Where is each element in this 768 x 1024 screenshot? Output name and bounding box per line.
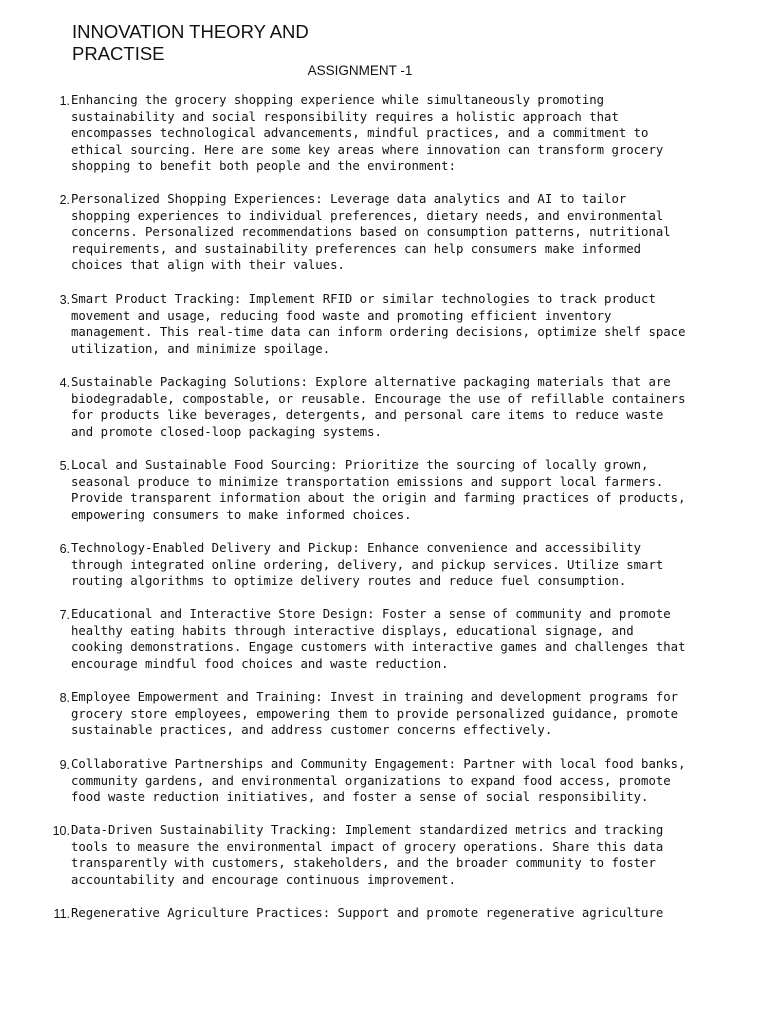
list-item-text: Smart Product Tracking: Implement RFID or similar technologies to track product movement and usage, reducing food waste and promoting efficient inventory management. This real-time data can inform ordering decisions, optimize shelf space utilization, and minimize spoilage. xyxy=(71,292,686,356)
list-item-text: Employee Empowerment and Training: Invest in training and development programs for grocery store employees, empowering them to provide personalized guidance, promote sustainable practices, and address customer concerns effectively. xyxy=(71,690,679,738)
list-item-text: Personalized Shopping Experiences: Leverage data analytics and AI to tailor shopping experiences to individual preferences, dietary needs, and environmental concerns. Personalized recommendations based on consumption patterns, nutritional requirements, and sustainability preferences can help consumers make informed choices that align with their values. xyxy=(71,192,671,273)
list-item-number: 3. xyxy=(59,293,70,307)
list-item-number: 8. xyxy=(59,691,70,705)
list-item-number: 10. xyxy=(52,824,70,838)
list-item-number: 2. xyxy=(59,193,70,207)
list-item-text: Collaborative Partnerships and Community Engagement: Partner with local food banks, community gardens, and environmental organizations to expand food access, promote food waste reduction initiatives, and foster a sense of social responsibility. xyxy=(71,757,686,805)
assignment-label: ASSIGNMENT -1 xyxy=(307,63,413,78)
list-item-text: Sustainable Packaging Solutions: Explore alternative packaging materials that are biodegradable, compostable, or reusable. Encourage the use of refillable containers for products like beverages, detergents, and personal care items to reduce waste and promote closed-loop packaging systems. xyxy=(71,375,686,439)
list-item-number: 11. xyxy=(53,907,70,921)
list-item-text: Regenerative Agriculture Practices: Support and promote regenerative agriculture xyxy=(71,906,664,920)
list-item-text: Enhancing the grocery shopping experience while simultaneously promoting sustainability and social responsibility requires a holistic approach that encompasses technological advancements, mindful practices, and a commitment to ethical sourcing. Here are some key areas where innovation can transform grocery shopping to benefit both people and the environment: xyxy=(71,93,664,174)
list-item-number: 7. xyxy=(59,608,70,622)
list-item-text: Local and Sustainable Food Sourcing: Prioritize the sourcing of locally grown, seasonal produce to minimize transportation emissions and support local farmers. Provide transparent information about the origin and farming practices of products, empowering consumers to make informed choices. xyxy=(71,458,686,522)
document-title xyxy=(72,21,372,64)
list-item-number: 4. xyxy=(59,376,70,390)
document-title-line-1: INNOVATION THEORY AND xyxy=(72,21,309,42)
list-item-text: Educational and Interactive Store Design: Foster a sense of community and promote healthy eating habits through interactive displays, educational signage, and cooking demonstrations. Engage customers with interactive games and challenges that encourage mindful food choices and waste reduction. xyxy=(71,607,686,671)
list-item-number: 6. xyxy=(59,542,70,556)
list-item-text: Technology-Enabled Delivery and Pickup: Enhance convenience and accessibility through integrated online ordering, delivery, and pickup services. Utilize smart routing algorithms to optimize delivery routes and reduce fuel consumption. xyxy=(71,541,664,589)
list-item-text: Data-Driven Sustainability Tracking: Implement standardized metrics and tracking tools to measure the environmental impact of grocery operations. Share this data transparently with customers, stakeholders, and the broader community to foster accountability and encourage continuous improvement. xyxy=(71,823,664,887)
list-item-number: 5. xyxy=(59,459,70,473)
list-item-number: 1. xyxy=(59,94,70,108)
document-title-line-2: PRACTISE xyxy=(72,42,165,64)
list-item-number: 9. xyxy=(59,758,70,772)
